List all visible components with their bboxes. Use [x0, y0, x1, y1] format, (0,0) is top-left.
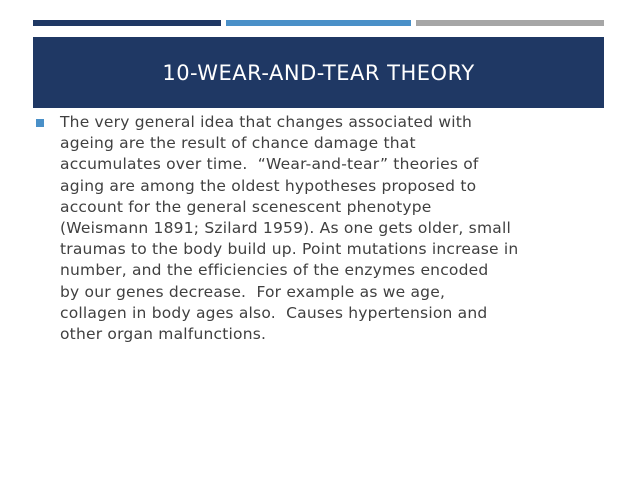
- bullet-line: account for the general scenescent phenotype: [60, 197, 432, 216]
- bullet-line: ageing are the result of chance damage that: [60, 134, 416, 153]
- bullet-line: number, and the efficiencies of the enzymes encoded: [60, 261, 489, 280]
- bullet-line: collagen in body ages also. Causes hypertension and: [60, 303, 488, 322]
- bullet-line: accumulates over time. “Wear-and-tear” theories of: [60, 155, 479, 174]
- bullet-item: [36, 112, 611, 345]
- slide-content: [36, 112, 611, 345]
- bullet-line: by our genes decrease. For example as we age,: [60, 282, 446, 301]
- title-bar: [33, 37, 604, 108]
- bullet-line: The very general idea that changes associated with: [60, 113, 473, 131]
- bullet-line: other organ malfunctions.: [60, 325, 267, 344]
- bullet-line: aging are among the oldest hypotheses proposed to: [60, 176, 477, 195]
- bullet-line: (Weismann 1891; Szilard 1959). As one gets older, small: [60, 219, 511, 238]
- top-stripe-gray: [416, 20, 604, 26]
- top-stripe-light: [226, 20, 411, 26]
- bullet-text: [60, 112, 518, 345]
- square-bullet-icon: [36, 119, 44, 127]
- top-stripe-dark: [33, 20, 221, 26]
- slide-title: 10-WEAR-AND-TEAR THEORY: [162, 60, 475, 85]
- bullet-line: traumas to the body build up. Point mutations increase in: [60, 240, 519, 259]
